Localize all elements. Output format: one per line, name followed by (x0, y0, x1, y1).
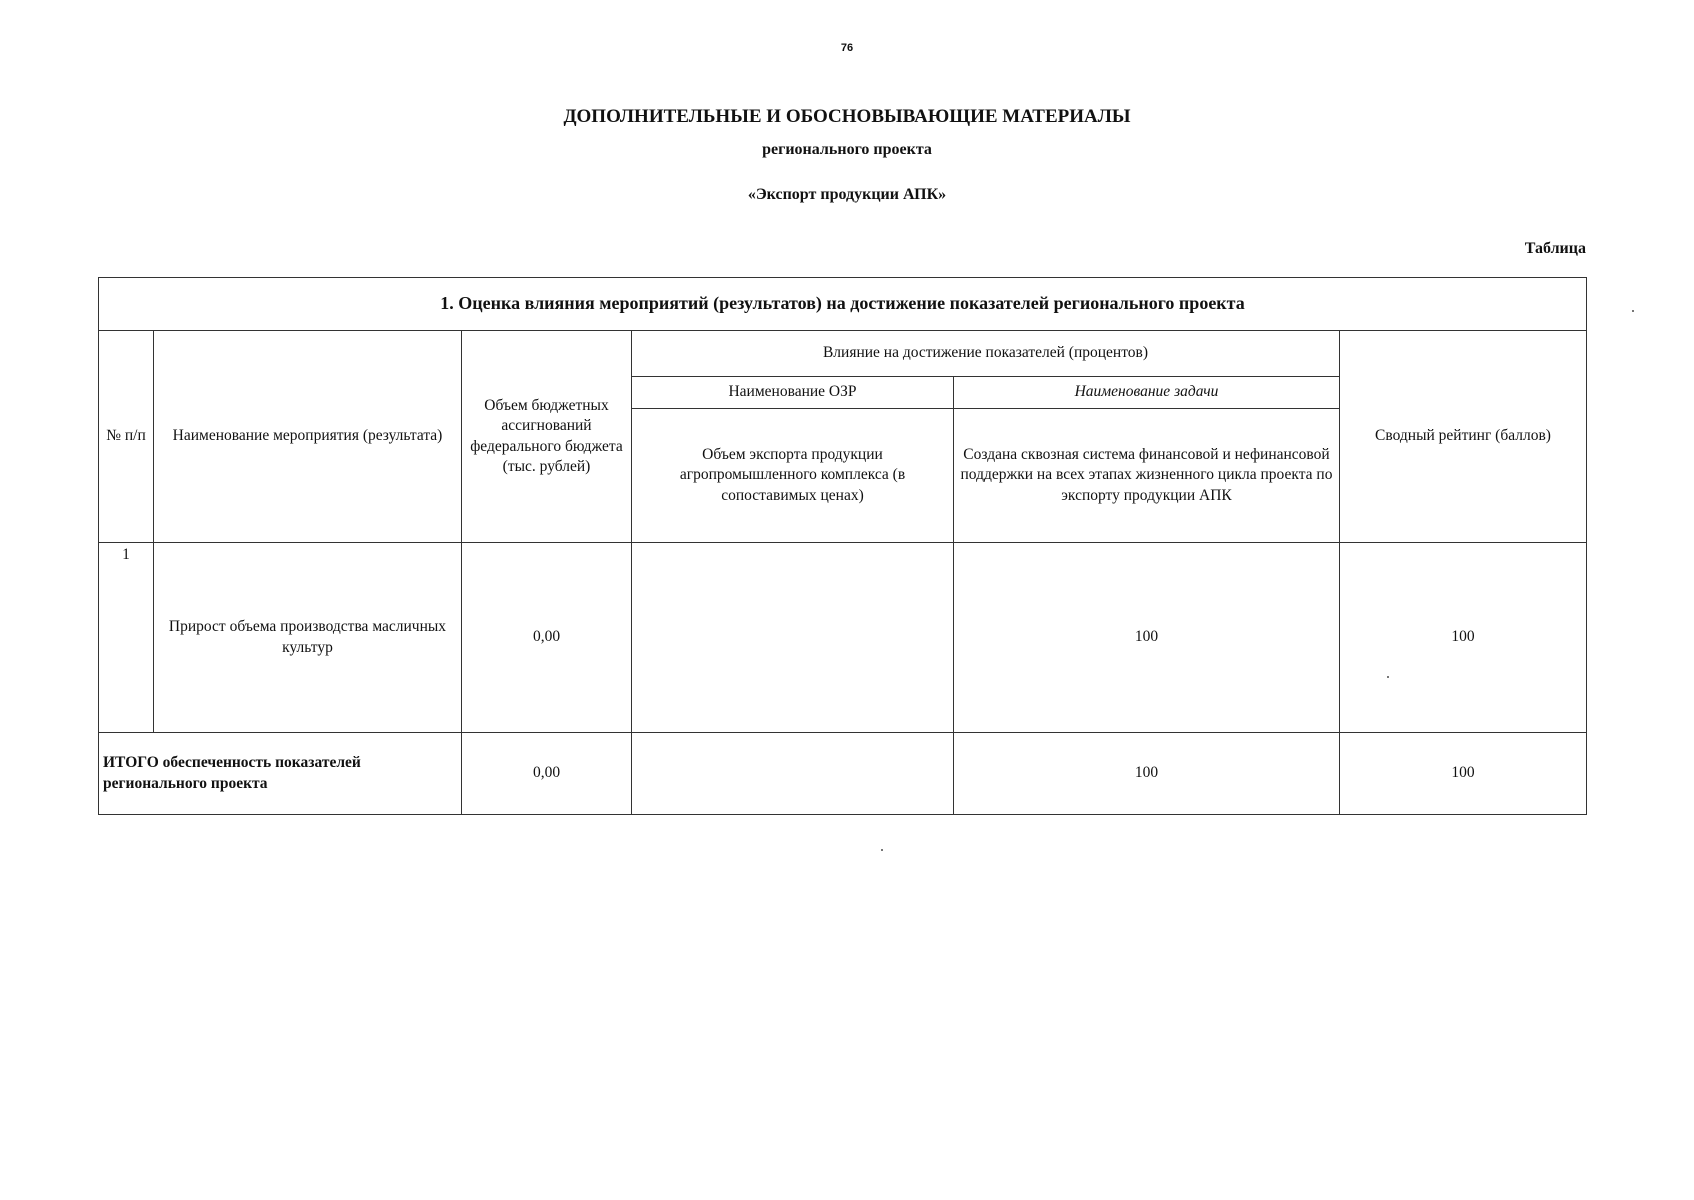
header-task-label: Наименование задачи (954, 377, 1340, 409)
row-activity: Прирост объема производства масличных культур (154, 543, 462, 733)
table-row (99, 543, 1587, 733)
total-rating: 100 (1340, 733, 1587, 815)
row-rating: 100 (1340, 543, 1587, 733)
header-ozr-label: Наименование ОЗР (632, 377, 954, 409)
project-name: «Экспорт продукции АПК» (747, 186, 947, 203)
header-num: № п/п (99, 331, 154, 543)
header-budget: Объем бюджетных ассигнований федерального бюджета (тыс. рублей) (462, 331, 632, 543)
section-title: 1. Оценка влияния мероприятий (результатов) на достижение показателей регионального проекта (99, 278, 1587, 331)
evaluation-table (98, 277, 1587, 815)
header-indicator-export-volume: Объем экспорта продукции агропромышленного комплекса (в сопоставимых ценах) (632, 409, 954, 543)
row-indicator-support-system: 100 (954, 543, 1340, 733)
row-budget: 0,00 (462, 543, 632, 733)
table-label: Таблица (1524, 240, 1586, 257)
row-num: 1 (99, 543, 154, 733)
total-row (99, 733, 1587, 815)
total-indicator-export-volume (632, 733, 954, 815)
header-influence: Влияние на достижение показателей (процентов) (632, 331, 1340, 377)
header-activity: Наименование мероприятия (результата) (154, 331, 462, 543)
total-budget: 0,00 (462, 733, 632, 815)
header-indicator-support-system: Создана сквозная система финансовой и нефинансовой поддержки на всех этапах жизненного цикла проекта по экспорту продукции АПК (954, 409, 1340, 543)
total-indicator-support-system: 100 (954, 733, 1340, 815)
row-indicator-export-volume (632, 543, 954, 733)
header-rating: Сводный рейтинг (баллов) (1340, 331, 1587, 543)
scan-speck (1632, 310, 1634, 312)
scan-speck (1387, 676, 1389, 678)
scan-speck (881, 849, 883, 851)
document-title: ДОПОЛНИТЕЛЬНЫЕ И ОБОСНОВЫВАЮЩИЕ МАТЕРИАЛЫ (563, 106, 1131, 127)
page-number: 76 (840, 42, 854, 54)
total-label: ИТОГО обеспеченность показателей регионального проекта (99, 733, 462, 815)
document-subtitle: регионального проекта (762, 141, 932, 158)
